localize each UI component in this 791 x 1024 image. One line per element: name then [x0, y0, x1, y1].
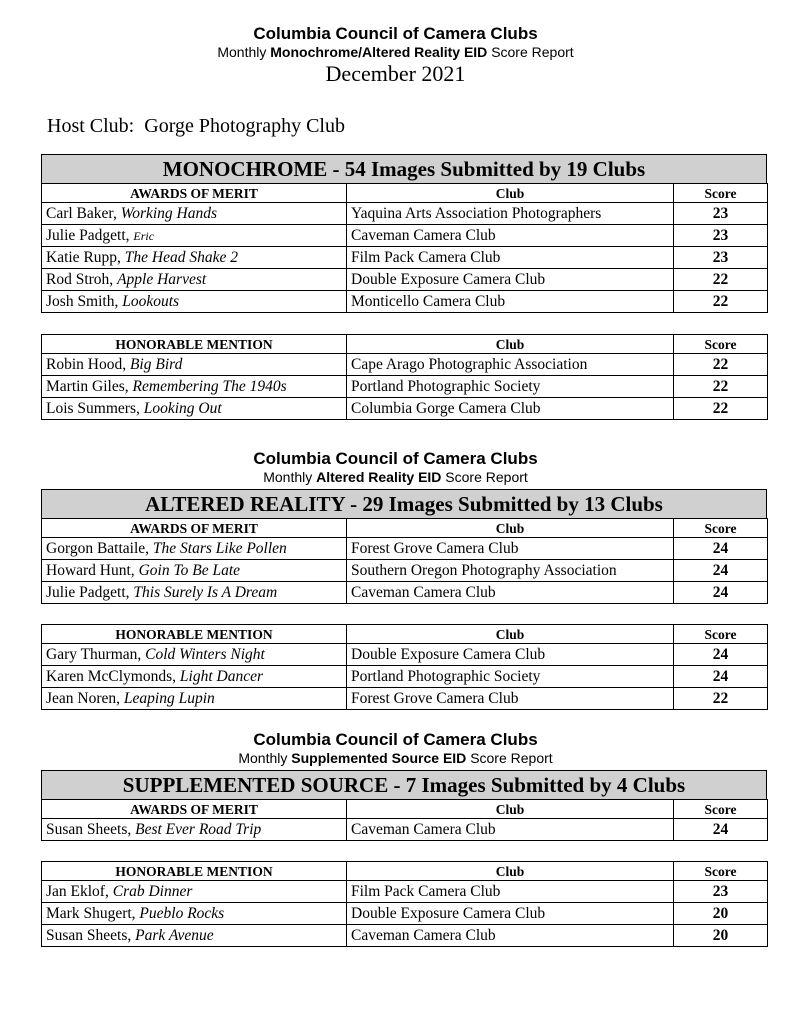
club-cell: Caveman Camera Club — [347, 582, 674, 604]
club-cell: Film Pack Camera Club — [347, 247, 674, 269]
image-title: Big Bird — [129, 355, 183, 373]
table-row — [42, 398, 768, 420]
entrant-cell — [42, 582, 347, 604]
entrant-name: Karen McClymonds, — [46, 667, 177, 685]
image-title: Goin To Be Late — [138, 561, 241, 579]
subtitle-prefix: Monthly — [263, 469, 313, 485]
entrant-name: Susan Sheets, — [46, 820, 132, 838]
table-row — [42, 538, 768, 560]
image-title: Leaping Lupin — [123, 689, 215, 707]
score-cell: 20 — [674, 925, 768, 947]
score-header: Score — [674, 335, 768, 354]
merit-header: AWARDS OF MERIT — [42, 184, 347, 203]
entrant-cell — [42, 225, 347, 247]
altered-reality-header — [0, 449, 791, 486]
table-row — [42, 291, 768, 313]
table-row — [42, 666, 768, 688]
entrant-name: Gorgon Battaile, — [46, 539, 150, 557]
score-cell: 22 — [674, 688, 768, 710]
merit-table — [41, 183, 768, 313]
entrant-name: Howard Hunt, — [46, 561, 135, 579]
section-banner: SUPPLEMENTED SOURCE - 7 Images Submitted by 4 Clubs — [41, 770, 767, 799]
entrant-cell — [42, 903, 347, 925]
entrant-cell — [42, 269, 347, 291]
entrant-name: Josh Smith, — [46, 292, 119, 310]
host-club-line — [47, 114, 345, 138]
host-label: Host Club: — [47, 115, 135, 137]
entrant-cell — [42, 666, 347, 688]
entrant-name: Jan Eklof, — [46, 882, 109, 900]
subtitle-bold: Monochrome/Altered Reality EID — [270, 44, 488, 60]
score-cell: 23 — [674, 225, 768, 247]
club-cell: Southern Oregon Photography Association — [347, 560, 674, 582]
entrant-name: Gary Thurman, — [46, 645, 142, 663]
table-row — [42, 376, 768, 398]
table-row — [42, 560, 768, 582]
score-cell: 23 — [674, 203, 768, 225]
table-row — [42, 688, 768, 710]
merit-table — [41, 518, 768, 604]
score-cell: 24 — [674, 666, 768, 688]
image-title: Park Avenue — [135, 926, 214, 944]
club-cell: Double Exposure Camera Club — [347, 269, 674, 291]
entrant-cell — [42, 688, 347, 710]
entrant-cell — [42, 291, 347, 313]
hm-header: HONORABLE MENTION — [42, 335, 347, 354]
club-cell: Caveman Camera Club — [347, 225, 674, 247]
club-header: Club — [347, 184, 674, 203]
supplemented-source-header — [0, 730, 791, 767]
score-header: Score — [674, 862, 768, 881]
table-header-row — [42, 519, 768, 538]
table-row — [42, 269, 768, 291]
image-title: Eric — [133, 228, 155, 243]
hm-table — [41, 334, 768, 420]
hm-table — [41, 861, 768, 947]
table-row — [42, 354, 768, 376]
score-cell: 24 — [674, 582, 768, 604]
subtitle-suffix: Score Report — [491, 44, 574, 60]
entrant-name: Lois Summers, — [46, 399, 140, 417]
entrant-name: Jean Noren, — [46, 689, 121, 707]
org-name: Columbia Council of Camera Clubs — [253, 24, 538, 43]
club-cell: Caveman Camera Club — [347, 819, 674, 841]
subtitle-suffix: Score Report — [445, 469, 528, 485]
hm-table — [41, 624, 768, 710]
club-cell: Caveman Camera Club — [347, 925, 674, 947]
score-header: Score — [674, 800, 768, 819]
supplemented-source-section — [41, 770, 767, 947]
table-row — [42, 903, 768, 925]
score-header: Score — [674, 625, 768, 644]
entrant-cell — [42, 538, 347, 560]
section-banner: MONOCHROME - 54 Images Submitted by 19 Clubs — [41, 154, 767, 183]
org-name: Columbia Council of Camera Clubs — [253, 730, 538, 749]
table-row — [42, 925, 768, 947]
entrant-cell — [42, 644, 347, 666]
entrant-name: Julie Padgett, — [46, 226, 130, 244]
host-club: Gorge Photography Club — [144, 115, 345, 137]
report-subtitle — [0, 44, 791, 61]
image-title: Light Dancer — [179, 667, 263, 685]
subtitle-suffix: Score Report — [470, 750, 553, 766]
entrant-cell — [42, 247, 347, 269]
entrant-name: Carl Baker, — [46, 204, 117, 222]
club-cell: Double Exposure Camera Club — [347, 903, 674, 925]
entrant-cell — [42, 203, 347, 225]
club-header: Club — [347, 335, 674, 354]
score-cell: 23 — [674, 247, 768, 269]
table-row — [42, 582, 768, 604]
image-title: The Head Shake 2 — [124, 248, 238, 266]
club-cell: Film Pack Camera Club — [347, 881, 674, 903]
entrant-cell — [42, 354, 347, 376]
club-cell: Yaquina Arts Association Photographers — [347, 203, 674, 225]
table-header-row — [42, 625, 768, 644]
score-cell: 24 — [674, 560, 768, 582]
club-header: Club — [347, 800, 674, 819]
club-cell: Cape Arago Photographic Association — [347, 354, 674, 376]
entrant-name: Katie Rupp, — [46, 248, 121, 266]
section-banner: ALTERED REALITY - 29 Images Submitted by 13 Clubs — [41, 489, 767, 518]
club-cell: Double Exposure Camera Club — [347, 644, 674, 666]
subtitle-prefix: Monthly — [238, 750, 288, 766]
table-row — [42, 203, 768, 225]
club-header: Club — [347, 625, 674, 644]
image-title: Apple Harvest — [117, 270, 207, 288]
image-title: Looking Out — [143, 399, 222, 417]
entrant-name: Martin Giles, — [46, 377, 129, 395]
entrant-name: Robin Hood, — [46, 355, 127, 373]
entrant-cell — [42, 881, 347, 903]
score-cell: 20 — [674, 903, 768, 925]
table-row — [42, 644, 768, 666]
merit-header: AWARDS OF MERIT — [42, 519, 347, 538]
entrant-cell — [42, 819, 347, 841]
report-date: December 2021 — [325, 61, 466, 86]
club-cell: Columbia Gorge Camera Club — [347, 398, 674, 420]
image-title: Crab Dinner — [112, 882, 193, 900]
entrant-cell — [42, 925, 347, 947]
club-header: Club — [347, 862, 674, 881]
table-header-row — [42, 862, 768, 881]
image-title: Remembering The 1940s — [132, 377, 287, 395]
entrant-name: Rod Stroh, — [46, 270, 114, 288]
report-subtitle — [0, 750, 791, 767]
club-cell: Portland Photographic Society — [347, 376, 674, 398]
monochrome-section — [41, 154, 767, 420]
table-row — [42, 247, 768, 269]
merit-table — [41, 799, 768, 841]
score-header: Score — [674, 184, 768, 203]
hm-header: HONORABLE MENTION — [42, 625, 347, 644]
image-title: The Stars Like Pollen — [152, 539, 287, 557]
subtitle-bold: Supplemented Source EID — [291, 750, 467, 766]
hm-header: HONORABLE MENTION — [42, 862, 347, 881]
score-cell: 22 — [674, 376, 768, 398]
score-cell: 24 — [674, 819, 768, 841]
entrant-cell — [42, 398, 347, 420]
image-title: Pueblo Rocks — [139, 904, 225, 922]
score-cell: 24 — [674, 538, 768, 560]
entrant-name: Julie Padgett, — [46, 583, 130, 601]
image-title: This Surely Is A Dream — [133, 583, 278, 601]
club-cell: Monticello Camera Club — [347, 291, 674, 313]
subtitle-bold: Altered Reality EID — [316, 469, 442, 485]
score-cell: 22 — [674, 269, 768, 291]
image-title: Working Hands — [120, 204, 218, 222]
score-cell: 22 — [674, 354, 768, 376]
table-row — [42, 225, 768, 247]
subtitle-prefix: Monthly — [217, 44, 267, 60]
report-subtitle — [0, 469, 791, 486]
table-header-row — [42, 800, 768, 819]
entrant-cell — [42, 376, 347, 398]
altered-reality-section — [41, 489, 767, 710]
org-name: Columbia Council of Camera Clubs — [253, 449, 538, 468]
club-cell: Forest Grove Camera Club — [347, 538, 674, 560]
club-cell: Portland Photographic Society — [347, 666, 674, 688]
merit-header: AWARDS OF MERIT — [42, 800, 347, 819]
score-cell: 23 — [674, 881, 768, 903]
entrant-name: Susan Sheets, — [46, 926, 132, 944]
report-header — [0, 24, 791, 87]
score-cell: 22 — [674, 291, 768, 313]
table-row — [42, 819, 768, 841]
score-header: Score — [674, 519, 768, 538]
table-header-row — [42, 335, 768, 354]
image-title: Lookouts — [122, 292, 180, 310]
table-header-row — [42, 184, 768, 203]
entrant-cell — [42, 560, 347, 582]
score-cell: 24 — [674, 644, 768, 666]
club-header: Club — [347, 519, 674, 538]
image-title: Cold Winters Night — [145, 645, 265, 663]
image-title: Best Ever Road Trip — [135, 820, 262, 838]
score-cell: 22 — [674, 398, 768, 420]
entrant-name: Mark Shugert, — [46, 904, 136, 922]
table-row — [42, 881, 768, 903]
club-cell: Forest Grove Camera Club — [347, 688, 674, 710]
